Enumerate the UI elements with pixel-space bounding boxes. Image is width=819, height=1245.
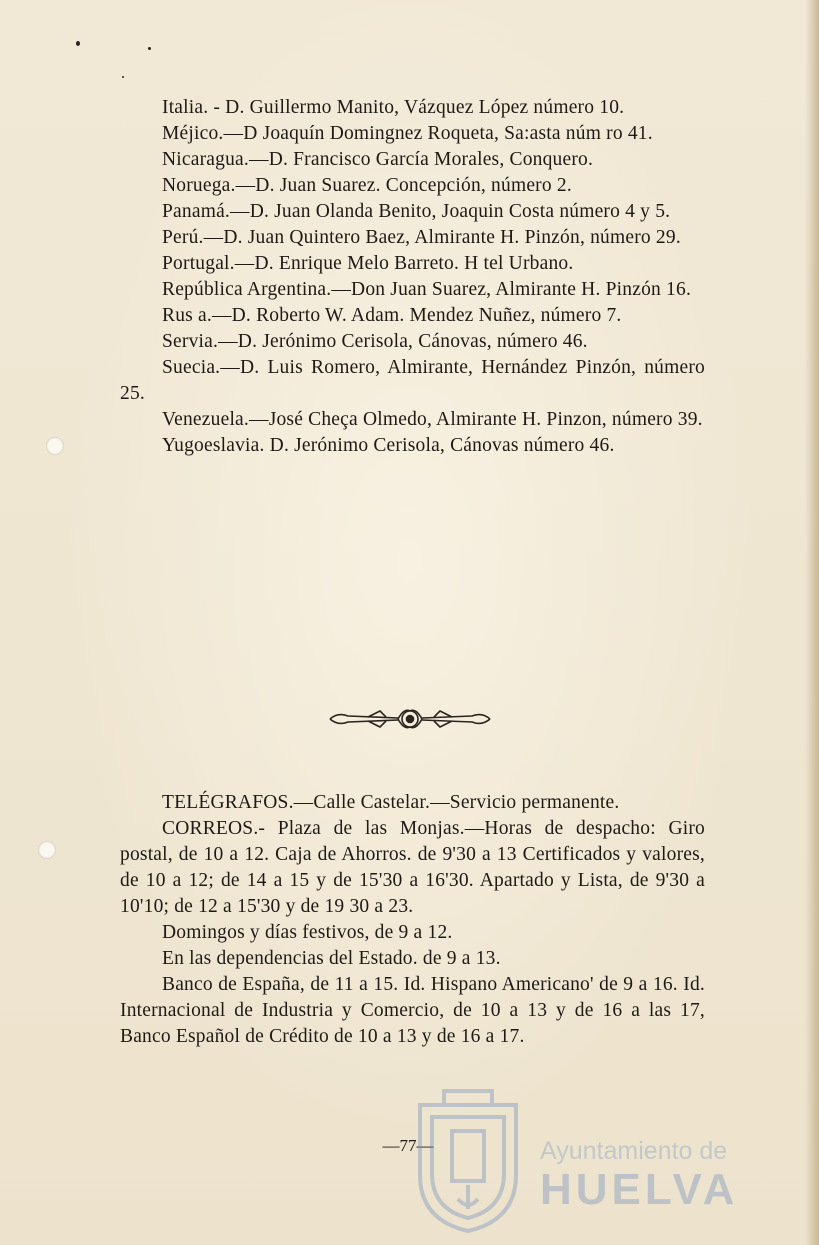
section-divider-ornament (328, 704, 492, 734)
consulates-list (120, 95, 705, 459)
services-section (120, 790, 705, 1050)
holidays-hours: Domingos y días festivos, de 9 a 12. (162, 922, 453, 943)
huelva-crest-icon (408, 1085, 528, 1235)
consulate-entry: Perú.—D. Juan Quintero Baez, Almirante H. Pinzón, número 29. (162, 227, 681, 248)
ink-speck (122, 76, 124, 78)
banks-hours: Banco de España, de 11 a 15. Id. Hispano Americano' de 9 a 16. Id. Internacional de Industria y Comercio, de 10 a 13 y de 16 a las 17, Banco Español de Crédito de 10 a 13 y de 16 a 17. (120, 974, 705, 1047)
consulate-entry: Yugoeslavia. D. Jerónimo Cerisola, Cánovas número 46. (162, 435, 615, 456)
consulate-entry: Servia.—D. Jerónimo Cerisola, Cánovas, número 46. (162, 331, 588, 352)
consulate-entry: Portugal.—D. Enrique Melo Barreto. H tel Urbano. (162, 253, 574, 274)
consulate-entry: República Argentina.—Don Juan Suarez, Almirante H. Pinzón 16. (162, 279, 692, 300)
consulate-entry: Panamá.—D. Juan Olanda Benito, Joaquin Costa número 4 y 5. (162, 201, 671, 222)
consulate-entry: Venezuela.—José Cheça Olmedo, Almirante H. Pinzon, número 39. (162, 409, 703, 430)
state-offices-hours: En las dependencias del Estado. de 9 a 13. (162, 948, 501, 969)
consulate-entry: Rus a.—D. Roberto W. Adam. Mendez Nuñez, número 7. (162, 305, 622, 326)
ink-speck (76, 41, 80, 46)
post-office-info: CORREOS.- Plaza de las Monjas.—Horas de despacho: Giro postal, de 10 a 12. Caja de Ahorros. de 9'30 a 13 Certificados y valores, de 10 a 12; de 14 a 15 y de 15'30 a 16'30. Apartado y Lista, de 9'30 a 10'10; de 12 a 15'30 y de 19 30 a 23. (120, 818, 705, 917)
consulate-entry: Suecia.—D. Luis Romero, Almirante, Hernández Pinzón, número 25. (120, 357, 705, 404)
page-number: —77— (382, 1136, 434, 1155)
consulate-entry: Méjico.—D Joaquín Domingnez Roqueta, Sa:asta núm ro 41. (162, 123, 653, 144)
archive-watermark (408, 1085, 748, 1235)
consulate-entry: Italia. - D. Guillermo Manito, Vázquez López número 10. (162, 97, 625, 118)
telegraph-info: TELÉGRAFOS.—Calle Castelar.—Servicio permanente. (162, 792, 620, 813)
ink-speck (148, 47, 151, 50)
watermark-line-1: Ayuntamiento de (540, 1137, 728, 1165)
page-edge-shadow (805, 0, 819, 1245)
consulate-entry: Nicaragua.—D. Francisco García Morales, Conquero. (162, 149, 594, 170)
binding-hole-lower (38, 841, 56, 859)
consulate-entry: Noruega.—D. Juan Suarez. Concepción, número 2. (162, 175, 572, 196)
binding-hole-upper (46, 437, 64, 455)
watermark-line-2: HUELVA (540, 1165, 739, 1214)
